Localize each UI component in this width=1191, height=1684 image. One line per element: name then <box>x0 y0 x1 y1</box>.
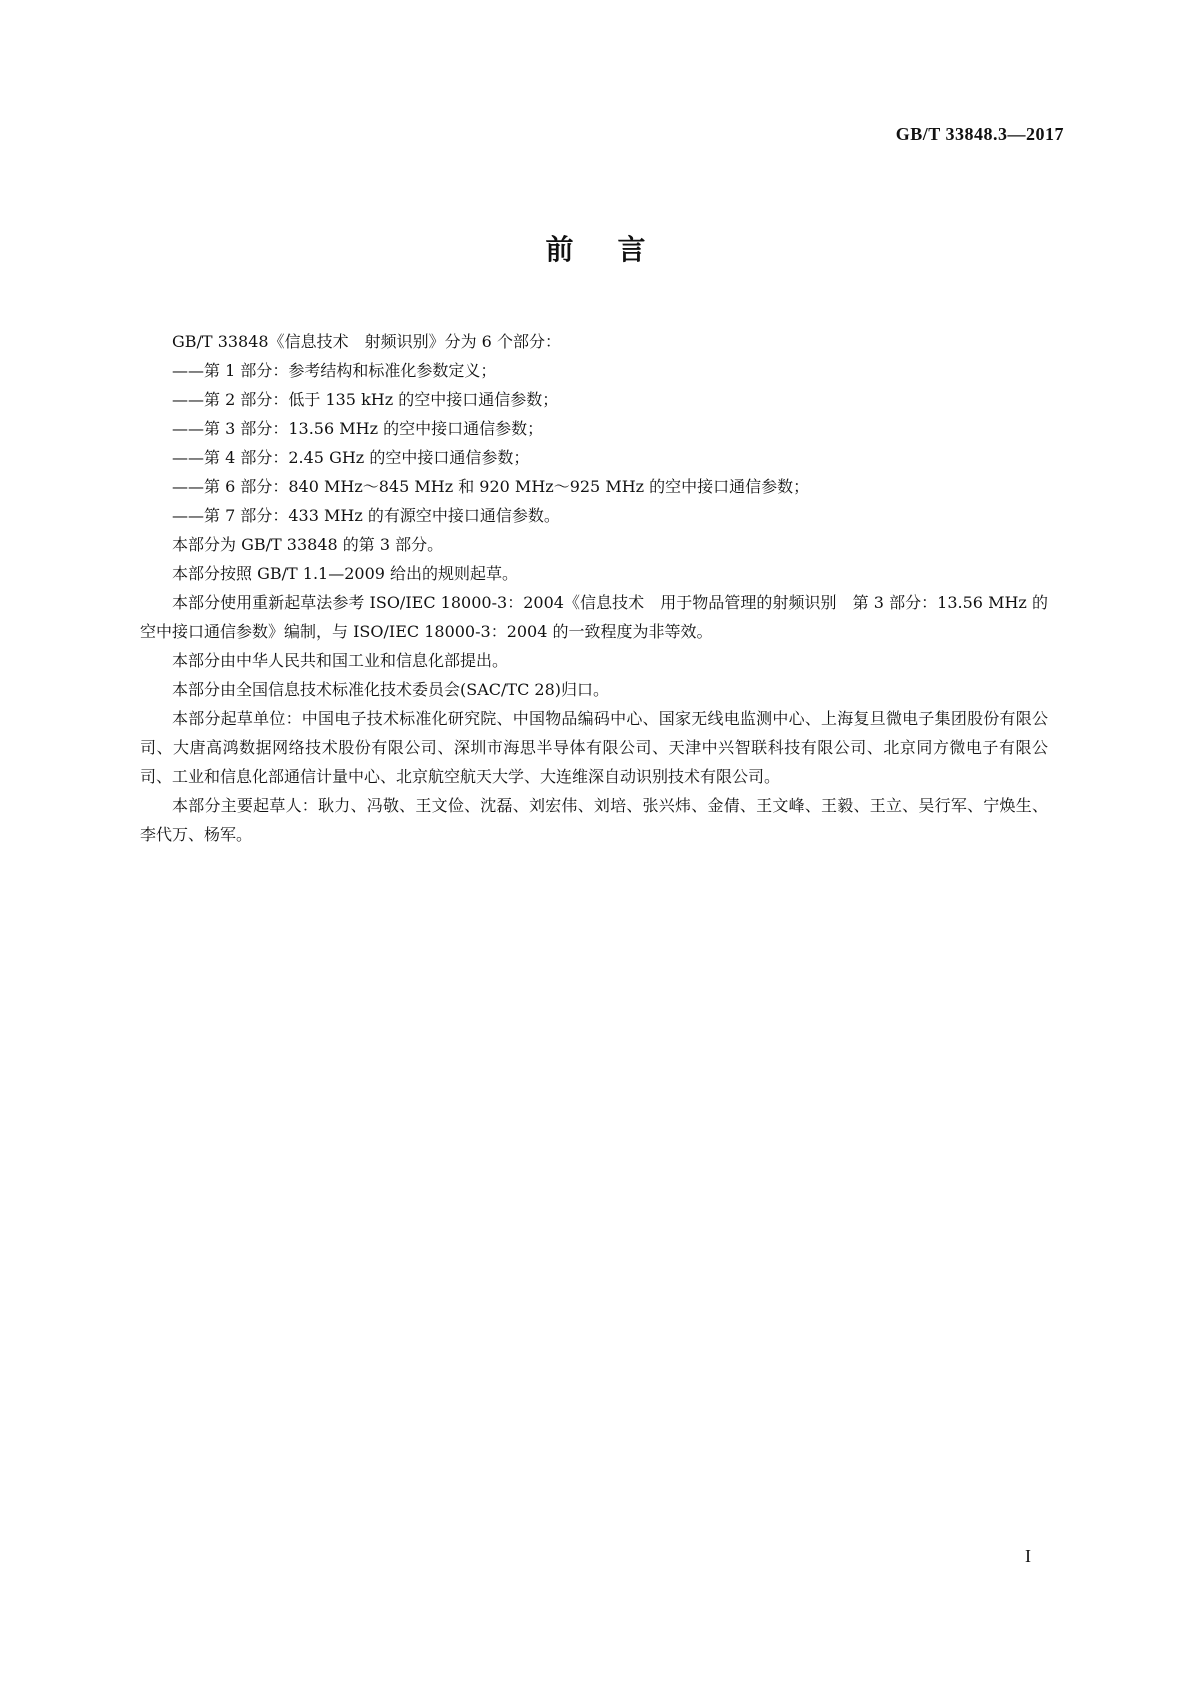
part-list-item: ——第 1 部分：参考结构和标准化参数定义； <box>172 361 497 380</box>
intro-paragraph: GB/T 33848《信息技术 射频识别》分为 6 个部分： <box>172 332 561 351</box>
page-title: 前言 <box>545 233 690 266</box>
drafters-paragraph: 本部分主要起草人：耿力、冯敬、王文俭、沈磊、刘宏伟、刘培、张兴炜、金倩、王文峰、王毅、王立、吴行军、宁焕生、李代万、杨军。 <box>140 796 1048 844</box>
page-number: I <box>1025 1546 1031 1566</box>
part-list-item: ——第 6 部分：840 MHz～845 MHz 和 920 MHz～925 MHz 的空中接口通信参数； <box>172 477 810 496</box>
part-list-item: ——第 3 部分：13.56 MHz 的空中接口通信参数； <box>172 419 544 438</box>
standard-number: GB/T 33848.3—2017 <box>895 124 1064 144</box>
body-paragraph: 本部分由全国信息技术标准化技术委员会(SAC/TC 28)归口。 <box>172 680 609 699</box>
body-paragraph: 本部分为 GB/T 33848 的第 3 部分。 <box>172 535 444 554</box>
body-paragraph: 本部分由中华人民共和国工业和信息化部提出。 <box>172 651 509 670</box>
drafting-units-paragraph: 本部分起草单位：中国电子技术标准化研究院、中国物品编码中心、国家无线电监测中心、上海复旦微电子集团股份有限公司、大唐高鸿数据网络技术股份有限公司、深圳市海思半导体有限公司、天津中兴智联科技有限公司、北京同方微电子有限公司、工业和信息化部通信计量中心、北京航空航天大学、大连维深自动识别技术有限公司。 <box>140 709 1048 786</box>
part-list-item: ——第 2 部分：低于 135 kHz 的空中接口通信参数； <box>172 390 559 409</box>
part-list-item: ——第 4 部分：2.45 GHz 的空中接口通信参数； <box>172 448 530 467</box>
body-paragraph: 本部分按照 GB/T 1.1—2009 给出的规则起草。 <box>172 564 519 583</box>
foreword-body <box>140 327 1048 849</box>
body-paragraph: 本部分使用重新起草法参考 ISO/IEC 18000-3：2004《信息技术 用于物品管理的射频识别 第 3 部分：13.56 MHz 的空中接口通信参数》编制，与 ISO/IEC 18000-3：2004 的一致程度为非等效。 <box>140 593 1048 641</box>
part-list-item: ——第 7 部分：433 MHz 的有源空中接口通信参数。 <box>172 506 560 525</box>
